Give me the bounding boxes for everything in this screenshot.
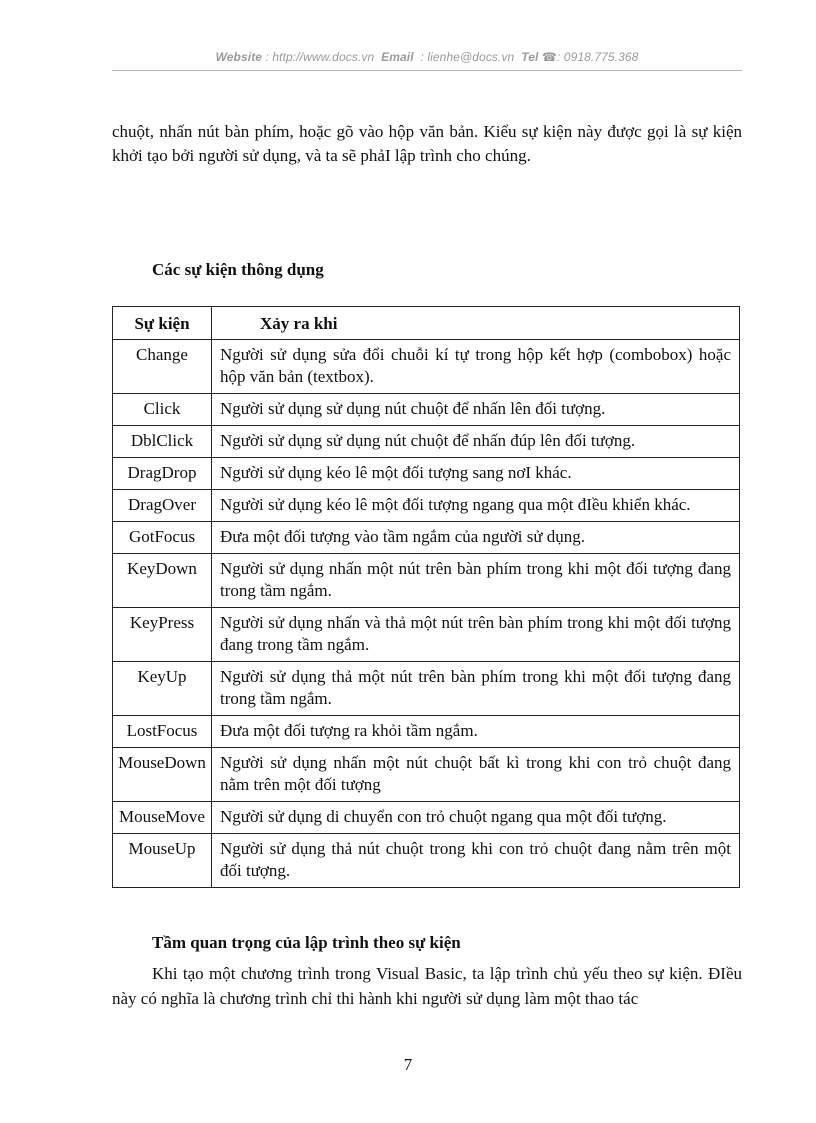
- tel-label: Tel: [521, 50, 539, 64]
- header-divider: [112, 70, 742, 71]
- event-name-cell: Click: [113, 394, 212, 426]
- table-heading: Các sự kiện thông dụng: [152, 260, 324, 279]
- column-header-event: Sự kiện: [113, 307, 212, 340]
- column-header-description: Xảy ra khi: [212, 307, 740, 340]
- intro-paragraph: chuột, nhấn nút bàn phím, hoặc gõ vào hộp văn bản. Kiểu sự kiện này được gọi là sự kiện khởi tạo bởi người sử dụng, và ta sẽ phảI lập trình cho chúng.: [112, 122, 742, 165]
- website-label: Website: [215, 50, 263, 64]
- page-number: 7: [403, 1055, 413, 1074]
- event-description-cell: Người sử dụng kéo lê một đối tượng ngang qua một đIều khiển khác.: [212, 490, 740, 522]
- table-row: [113, 834, 740, 888]
- event-name-cell: KeyUp: [113, 662, 212, 716]
- table-row: [113, 340, 740, 394]
- table-row: [113, 490, 740, 522]
- tel-value: : 0918.775.368: [556, 50, 639, 64]
- table-row: [113, 554, 740, 608]
- table-row: [113, 748, 740, 802]
- event-description-cell: Đưa một đối tượng ra khỏi tầm ngắm.: [212, 716, 740, 748]
- table-row: [113, 608, 740, 662]
- events-table-body: [113, 340, 740, 888]
- event-description-cell: Người sử dụng kéo lê một đối tượng sang nơI khác.: [212, 458, 740, 490]
- table-row: [113, 458, 740, 490]
- event-description-cell: Người sử dụng nhấn và thả một nút trên bàn phím trong khi một đối tượng đang trong tầm ngắm.: [212, 608, 740, 662]
- table-row: [113, 662, 740, 716]
- event-description-cell: Người sử dụng thả nút chuột trong khi con trỏ chuột đang nằm trên một đối tượng.: [212, 834, 740, 888]
- event-name-cell: MouseMove: [113, 802, 212, 834]
- event-description-cell: Người sử dụng nhấn một nút chuột bất kì trong khi con trỏ chuột đang nằm trên một đối tượng: [212, 748, 740, 802]
- event-name-cell: Change: [113, 340, 212, 394]
- table-row: [113, 802, 740, 834]
- event-name-cell: DragOver: [113, 490, 212, 522]
- event-name-cell: MouseUp: [113, 834, 212, 888]
- email-value: : lienhe@docs.vn: [420, 50, 515, 64]
- section-paragraph: Khi tạo một chương trình trong Visual Basic, ta lập trình chủ yếu theo sự kiện. ĐIều này có nghĩa là chương trình chỉ thi hành khi người sử dụng làm một thao tác: [112, 964, 742, 1008]
- table-row: [113, 394, 740, 426]
- table-row: [113, 716, 740, 748]
- event-description-cell: Người sử dụng sử dụng nút chuột để nhấn lên đối tượng.: [212, 394, 740, 426]
- event-name-cell: KeyDown: [113, 554, 212, 608]
- section-heading: Tầm quan trọng của lập trình theo sự kiện: [152, 933, 461, 952]
- website-value: : http://www.docs.vn: [265, 50, 375, 64]
- event-description-cell: Đưa một đối tượng vào tầm ngắm của người sử dụng.: [212, 522, 740, 554]
- table-row: [113, 426, 740, 458]
- table-header-row: [113, 307, 740, 340]
- event-description-cell: Người sử dụng thả một nút trên bàn phím trong khi một đối tượng đang trong tầm ngắm.: [212, 662, 740, 716]
- event-name-cell: GotFocus: [113, 522, 212, 554]
- events-table: [112, 306, 740, 888]
- event-name-cell: DragDrop: [113, 458, 212, 490]
- event-name-cell: KeyPress: [113, 608, 212, 662]
- page-header: [112, 50, 742, 64]
- table-row: [113, 522, 740, 554]
- event-description-cell: Người sử dụng di chuyển con trỏ chuột ngang qua một đối tượng.: [212, 802, 740, 834]
- event-name-cell: LostFocus: [113, 716, 212, 748]
- email-label: Email: [381, 50, 414, 64]
- event-name-cell: DblClick: [113, 426, 212, 458]
- event-name-cell: MouseDown: [113, 748, 212, 802]
- event-description-cell: Người sử dụng sử dụng nút chuột để nhấn đúp lên đối tượng.: [212, 426, 740, 458]
- event-description-cell: Người sử dụng nhấn một nút trên bàn phím trong khi một đối tượng đang trong tầm ngắm.: [212, 554, 740, 608]
- event-description-cell: Người sử dụng sửa đổi chuỗi kí tự trong hộp kết hợp (combobox) hoặc hộp văn bản (textbox).: [212, 340, 740, 394]
- phone-icon: ☎: [541, 50, 557, 64]
